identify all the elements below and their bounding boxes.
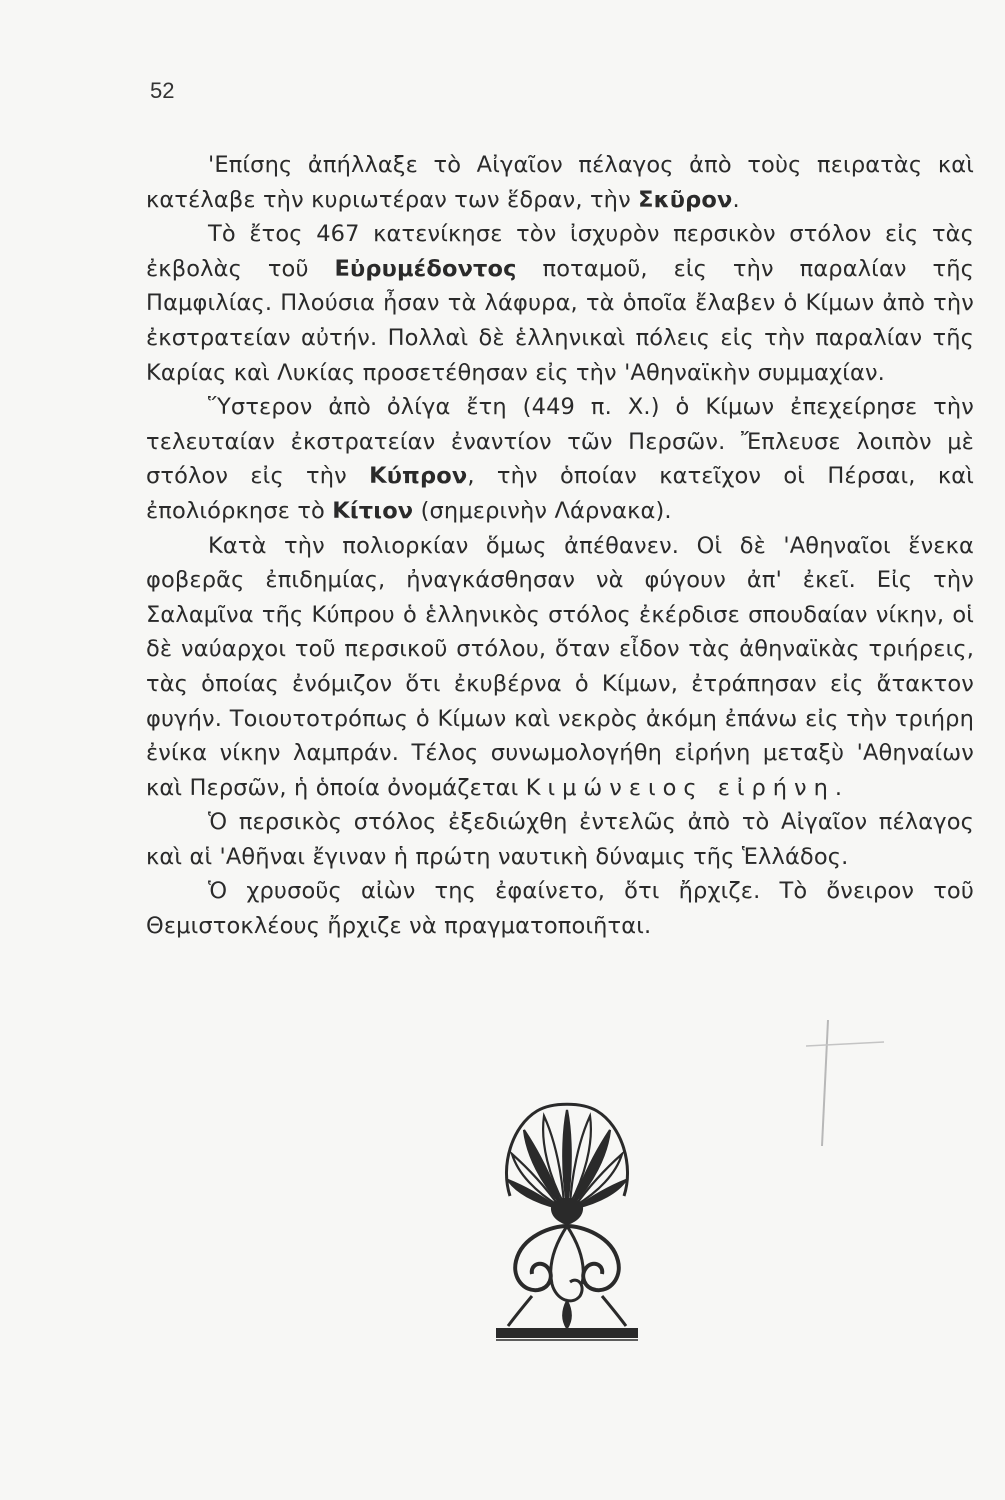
paragraph-5: [146, 805, 974, 874]
text-run: .: [834, 774, 843, 801]
text-run: .: [732, 186, 740, 213]
emphasized-term: Κίτιον: [332, 497, 414, 524]
body-text: [146, 148, 974, 944]
emphasized-term: Σκῦρον: [638, 186, 733, 213]
paragraph-3: [146, 390, 974, 528]
emphasized-term: Κύπρον: [369, 463, 468, 490]
text-run: Ὕστερον ἀπὸ ὀλίγα ἔτη (449 π. Χ.) ὁ Κίμων ἐπεχείρησε τὴν τελευταίαν ἐκστρατείαν ἐναντίον τῶν Περσῶν. Ἔπλευσε λοιπὸν μὲ στόλον εἰς τὴν: [146, 394, 974, 490]
paragraph-4: [146, 529, 974, 806]
anthemion-palmette-icon: [492, 1096, 642, 1346]
paragraph-6: [146, 874, 974, 943]
paragraph-2: [146, 217, 974, 390]
text-run: Τὸ ἔτος 467 κατενίκησε τὸν ἰσχυρὸν περσικὸν στόλον εἰς τὰς ἐκβολὰς τοῦ: [146, 221, 974, 282]
spaced-term: Κιμώνειος εἰρήνη: [525, 774, 835, 801]
text-run: Ὁ χρυσοῦς αἰὼν της ἐφαίνετο, ὅτι ἤρχιζε. Τὸ ὄνειρον τοῦ Θεμιστοκλέους ἤρχιζε νὰ πραγματοποιῆται.: [146, 878, 974, 940]
text-run: Ὁ περσικὸς στόλος ἐξεδιώχθη ἐντελῶς ἀπὸ τὸ Αἰγαῖον πέλαγος καὶ αἱ 'Αθῆναι ἔγιναν ἡ πρώτη ναυτικὴ δύναμις τῆς Ἑλλάδος.: [146, 809, 974, 870]
page-number: 52: [150, 78, 175, 103]
paragraph-1: [146, 148, 974, 217]
emphasized-term: Εὐρυμέδοντος: [334, 255, 517, 282]
pencil-mark: [806, 1018, 886, 1148]
text-run: (σημερινὴν Λάρνακα).: [413, 497, 672, 524]
text-run: 'Επίσης ἀπήλλαξε τὸ Αἰγαῖον πέλαγος ἀπὸ τοὺς πειρατὰς καὶ κατέλαβε τὴν κυριωτέραν των ἕδραν, τὴν: [146, 152, 974, 213]
text-run: , τὴν ὁποίαν κατεῖχον οἱ Πέρσαι, καὶ ἐπολιόρκησε τὸ: [146, 463, 974, 524]
text-run: ποταμοῦ, εἰς τὴν παραλίαν τῆς Παμφιλίας. Πλούσια ἦσαν τὰ λάφυρα, τὰ ὁποῖα ἔλαβεν ὁ Κίμων ἀπὸ τὴν ἐκστρατείαν αὐτήν. Πολλαὶ δὲ ἑλληνικαὶ πόλεις εἰς τὴν παραλίαν τῆς Καρίας καὶ Λυκίας προσετέθησαν εἰς τὴν 'Αθηναϊκὴν συμμαχίαν.: [146, 255, 974, 386]
text-run: Κατὰ τὴν πολιορκίαν ὅμως ἀπέθανεν. Οἱ δὲ 'Αθηναῖοι ἕνεκα φοβερᾶς ἐπιδημίας, ἠναγκάσθησαν νὰ φύγουν ἀπ' ἐκεῖ. Εἰς τὴν Σαλαμῖνα τῆς Κύπρου ὁ ἑλληνικὸς στόλος ἐκέρδισε σπουδαίαν νίκην, οἱ δὲ ναύαρχοι τοῦ περσικοῦ στόλου, ὅταν εἶδον τὰς ἀθηναϊκὰς τριήρεις, τὰς ὁποίας ἐνόμιζον ὅτι ἐκυβέρνα ὁ Κίμων, ἐτράπησαν εἰς ἄτακτον φυγήν. Τοιουτοτρόπως ὁ Κίμων καὶ νεκρὸς ἀκόμη ἐπάνω εἰς τὴν τριήρη ἐνίκα νίκην λαμπράν. Τέλος συνωμολογήθη εἰρήνη μεταξὺ 'Αθηναίων καὶ Περσῶν, ἡ ὁποία ὀνομάζεται: [146, 532, 974, 801]
